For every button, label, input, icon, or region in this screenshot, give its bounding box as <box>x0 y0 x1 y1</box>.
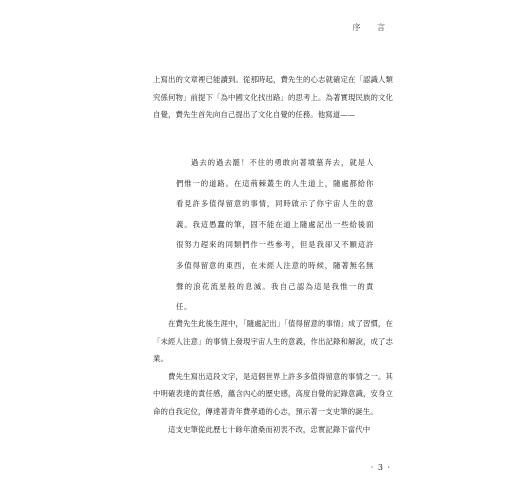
body-paragraph-2: 費先生寫出這段文字，是這個世界上許多多值得留意的事情之一。其中明確表達的責任感，蘊含內心的歷史感，高度自覺的記錄意識，安身立命的自我定位，傳達著青年費孝通的心志，預示著一支史筆的誕生。 <box>153 371 393 416</box>
intro-paragraph: 上寫出的文章裡已能讀到。從那時起，費先生的心志就確定在「認識人類究係何物」前提下「為中國文化找出路」的思考上。為著實現民族的文化自覺，費先生首先向自己提出了文化自覺的任務。他寫道—— <box>153 75 393 120</box>
block-quote <box>176 153 374 318</box>
intro-section <box>153 71 393 124</box>
body-paragraph-1: 在費先生此後生涯中，「隨處記出」「值得留意的事情」成了習慣，在「未經人注意」的事情上發現宇宙人生的意義，作出記錄和解說，成了志業。 <box>153 319 393 364</box>
body-section <box>153 315 393 438</box>
body-paragraph-3: 這支史筆從此歷七十餘年滄桑而初衷不改，忠實記錄下當代中 <box>168 424 371 434</box>
page-number: · 3 · <box>370 463 391 472</box>
running-header-title: 序 言 <box>352 23 392 32</box>
quote-text: 過去的過去罷！不住的勇敢向著墳墓奔去，就是人們惟一的道路。在這荊棘叢生的人生道上，隨處都給你看見許多值得留意的事情，同時啟示了你宇宙人生的意義。我這愚蠢的筆，固不能在道上隨處記出一些給後面很努力趕來的同類們作一些參考，但是我卻又不願這許多值得留意的東西，在未經人注意的時候，隨著無名無聲的浪花流星般的息滅。我自己認為這是我惟一的責任。 <box>176 158 374 312</box>
